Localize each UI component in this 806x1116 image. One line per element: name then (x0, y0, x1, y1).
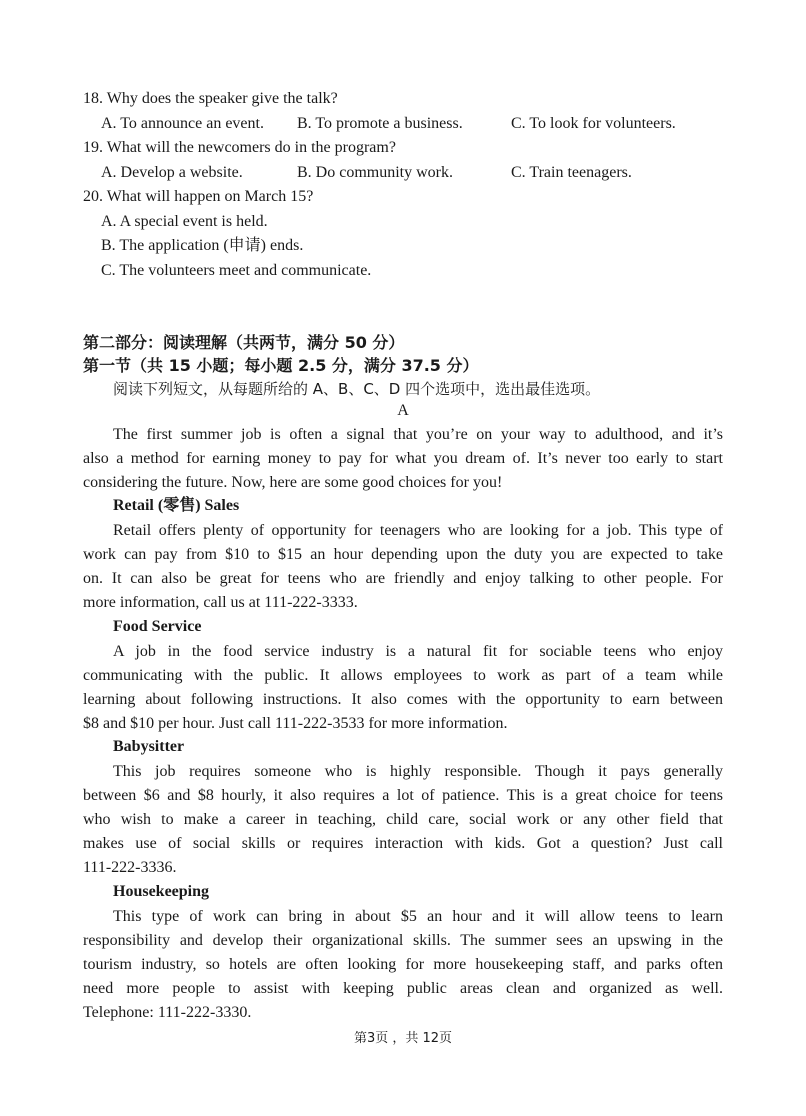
question-18-stem: 18. Why does the speaker give the talk? (83, 90, 338, 107)
food-line-1: A job in the food service industry is a natural fit for sociable teens who enjoy (113, 643, 723, 660)
retail-line-3: on. It can also be great for teens who are friendly and enjoy talking to other people. For (83, 570, 723, 587)
housekeeping-line-4: need more people to assist with keeping public areas clean and organized as well. (83, 980, 723, 997)
page-number-footer: 第3页 ，共 12页 (353, 1031, 453, 1046)
babysitter-line-3: who wish to make a career in teaching, child care, social work or any other field that (83, 811, 723, 828)
food-line-2: communicating with the public. It allows employees to work as part of a team while (83, 667, 723, 684)
babysitter-line-4: makes use of social skills or requires interaction with kids. Got a question? Just call (83, 835, 723, 852)
housekeeping-line-2: responsibility and develop their organizational skills. The summer sees an upswing in the (83, 932, 723, 949)
food-line-4: $8 and $10 per hour. Just call 111-222-3533 for more information. (83, 715, 508, 732)
question-18-option-a: A. To announce an event. (101, 115, 264, 132)
housekeeping-line-5: Telephone: 111-222-3330. (83, 1004, 252, 1021)
heading-food-service: Food Service (113, 618, 202, 635)
heading-babysitter: Babysitter (113, 738, 185, 755)
question-19-option-a: A. Develop a website. (101, 164, 243, 181)
question-20-option-b: B. The application (申请) ends. (101, 237, 304, 254)
babysitter-line-2: between $6 and $8 hourly, it also requires a lot of patience. This is a great choice for teens (83, 787, 723, 804)
question-18-option-c: C. To look for volunteers. (511, 115, 676, 132)
housekeeping-line-3: tourism industry, so hotels are often looking for more housekeeping staff, and parks often (83, 956, 723, 973)
food-line-3: learning about following instructions. It also comes with the opportunity to earn between (83, 691, 723, 708)
intro-line-2: also a method for earning money to pay for what you dream of. It’s never too early to start (83, 450, 723, 467)
intro-line-1: The first summer job is often a signal that you’re on your way to adulthood, and it’s (113, 426, 723, 443)
question-19-option-c: C. Train teenagers. (511, 164, 632, 181)
reading-instruction: 阅读下列短文，从每题所给的 A、B、C、D 四个选项中，选出最佳选项。 (113, 380, 601, 398)
retail-line-2: work can pay from $10 to $15 an hour depending upon the duty you are expected to take (83, 546, 723, 563)
babysitter-line-5: 111-222-3336. (83, 859, 177, 876)
housekeeping-line-1: This type of work can bring in about $5 an hour and it will allow teens to learn (113, 908, 723, 925)
question-18-option-b: B. To promote a business. (297, 115, 463, 132)
question-19-option-b: B. Do community work. (297, 164, 453, 181)
heading-housekeeping: Housekeeping (113, 883, 210, 900)
question-20-option-c: C. The volunteers meet and communicate. (101, 262, 372, 279)
part2-title: 第二部分：阅读理解（共两节，满分 50 分） (83, 333, 405, 352)
retail-line-4: more information, call us at 111-222-3333. (83, 594, 358, 611)
question-19-stem: 19. What will the newcomers do in the program? (83, 139, 396, 156)
intro-line-3: considering the future. Now, here are some good choices for you! (83, 474, 503, 491)
question-20-stem: 20. What will happen on March 15? (83, 188, 314, 205)
babysitter-line-1: This job requires someone who is highly responsible. Though it pays generally (113, 763, 723, 780)
retail-line-1: Retail offers plenty of opportunity for teenagers who are looking for a job. This type of (113, 522, 723, 539)
question-20-option-a: A. A special event is held. (101, 213, 268, 230)
section1-title: 第一节（共 15 小题；每小题 2.5 分，满分 37.5 分） (83, 356, 479, 375)
heading-retail-sales: Retail (零售) Sales (113, 497, 240, 514)
passage-label: A (397, 402, 409, 419)
